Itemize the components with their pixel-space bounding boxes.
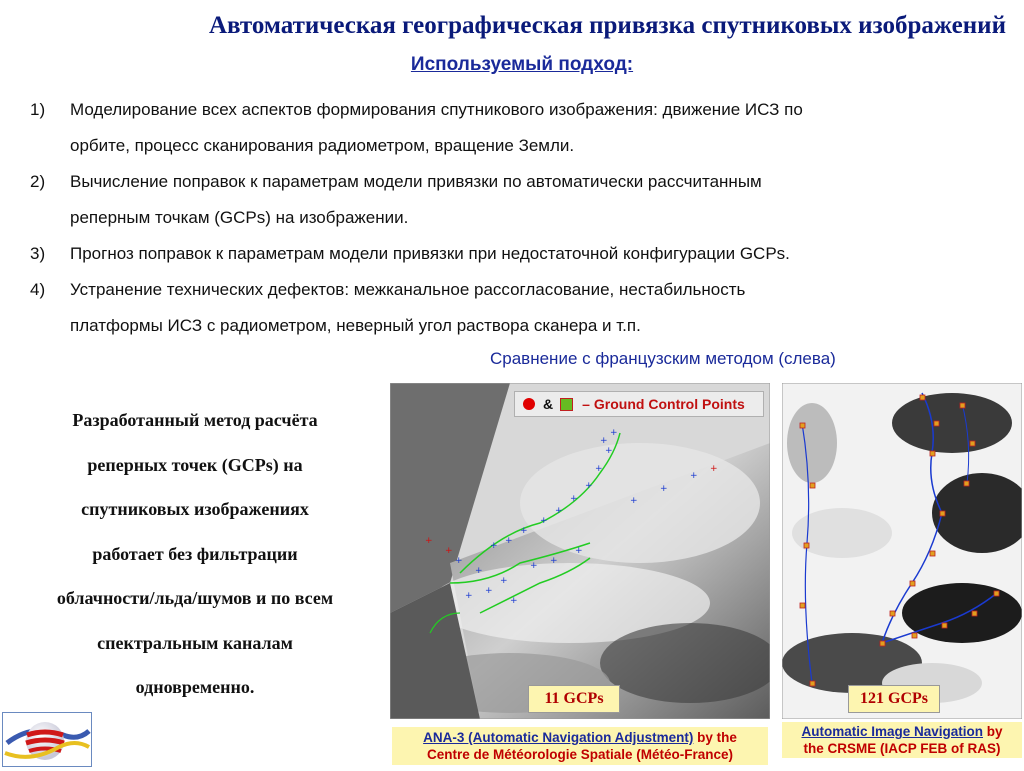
legend-ampersand: & bbox=[543, 396, 554, 412]
list-item bbox=[30, 236, 1010, 272]
legend-dash: – bbox=[582, 396, 590, 412]
left-image-caption bbox=[392, 727, 768, 765]
svg-text:+: + bbox=[555, 506, 563, 516]
svg-text:+: + bbox=[585, 481, 593, 491]
approach-list bbox=[30, 92, 1010, 344]
svg-text:+: + bbox=[605, 446, 613, 456]
approach-subtitle: Используемый подход: bbox=[410, 54, 634, 75]
svg-text:+: + bbox=[425, 536, 433, 546]
method-line: одновременно. bbox=[135, 677, 255, 697]
gcp-legend bbox=[514, 391, 764, 417]
organization-logo bbox=[2, 712, 92, 767]
svg-text:+: + bbox=[600, 436, 608, 446]
svg-text:+: + bbox=[520, 526, 528, 536]
svg-text:+: + bbox=[500, 576, 508, 586]
right-caption-link[interactable]: Automatic Image Navigation bbox=[801, 724, 984, 739]
method-description bbox=[10, 398, 380, 710]
method-line: облачности/льда/шумов и по всем bbox=[56, 588, 334, 608]
svg-text:+: + bbox=[540, 516, 548, 526]
comparison-label: Сравнение с французским методом (слева) bbox=[490, 349, 836, 368]
list-item bbox=[30, 92, 1010, 164]
svg-text:+: + bbox=[475, 566, 483, 576]
svg-text:+: + bbox=[575, 546, 583, 556]
list-item bbox=[30, 164, 1010, 236]
svg-text:+: + bbox=[550, 556, 558, 566]
svg-text:+: + bbox=[595, 464, 603, 474]
red-circle-icon bbox=[523, 398, 535, 410]
svg-text:+: + bbox=[505, 536, 513, 546]
satellite-image-left bbox=[390, 383, 770, 719]
method-line: спутниковых изображениях bbox=[81, 499, 309, 519]
svg-text:+: + bbox=[570, 494, 578, 504]
method-line: спектральным каналам bbox=[97, 632, 293, 653]
list-item-text: Устранение технических дефектов: межканальное рассогласование, нестабильность bbox=[70, 280, 746, 299]
method-line: работает без фильтрации bbox=[92, 543, 298, 564]
list-item-number: 4) bbox=[30, 280, 46, 299]
svg-text:+: + bbox=[710, 464, 718, 474]
satellite-image-right bbox=[782, 383, 1022, 719]
method-line: реперных точек (GCPs) на bbox=[87, 454, 303, 475]
left-caption-suffix: by the bbox=[693, 730, 737, 745]
list-item bbox=[30, 272, 1010, 344]
right-satellite-image bbox=[782, 383, 1022, 719]
page-title: Автоматическая географическая привязка спутниковых изображений bbox=[208, 12, 1006, 39]
right-gcp-count: 121 GCPs bbox=[848, 685, 940, 713]
right-image-caption bbox=[782, 722, 1022, 758]
svg-text:+: + bbox=[490, 541, 498, 551]
svg-text:+: + bbox=[455, 556, 463, 566]
right-caption-suffix: by bbox=[983, 724, 1003, 739]
logo-globe-icon bbox=[3, 713, 91, 766]
svg-text:+: + bbox=[510, 596, 518, 606]
left-satellite-image bbox=[390, 383, 770, 719]
list-item-number: 1) bbox=[30, 100, 46, 119]
list-item-text: платформы ИСЗ с радиометром, неверный угол раствора сканера и т.п. bbox=[70, 316, 641, 335]
svg-text:+: + bbox=[485, 586, 493, 596]
left-caption-link[interactable]: ANA-3 (Automatic Navigation Adjustment) bbox=[423, 730, 694, 745]
list-item-text: Прогноз поправок к параметрам модели привязки при недостаточной конфигурации GCPs. bbox=[70, 244, 790, 263]
svg-text:+: + bbox=[660, 484, 668, 494]
list-item-text: орбите, процесс сканирования радиометром, вращение Земли. bbox=[70, 136, 575, 155]
list-item-text: Вычисление поправок к параметрам модели привязки по автоматически рассчитанным bbox=[70, 172, 762, 191]
svg-text:+: + bbox=[630, 496, 638, 506]
svg-text:+: + bbox=[690, 471, 698, 481]
list-item-text: реперным точкам (GCPs) на изображении. bbox=[70, 208, 409, 227]
green-square-icon bbox=[560, 398, 573, 411]
list-item-number: 3) bbox=[30, 244, 46, 263]
svg-text:+: + bbox=[610, 428, 618, 438]
left-caption-line2: Centre de Météorologie Spatiale (Météo-France) bbox=[426, 747, 734, 762]
legend-label: Ground Control Points bbox=[593, 396, 745, 412]
list-item-text: Моделирование всех аспектов формирования спутникового изображения: движение ИСЗ по bbox=[70, 100, 803, 119]
svg-text:+: + bbox=[530, 561, 538, 571]
svg-text:+: + bbox=[465, 591, 473, 601]
svg-text:+: + bbox=[445, 546, 453, 556]
list-item-number: 2) bbox=[30, 172, 46, 191]
left-gcp-count: 11 GCPs bbox=[528, 685, 620, 713]
method-line: Разработанный метод расчёта bbox=[72, 410, 318, 430]
right-caption-line2: the CRSME (IACP FEB of RAS) bbox=[803, 741, 1001, 756]
